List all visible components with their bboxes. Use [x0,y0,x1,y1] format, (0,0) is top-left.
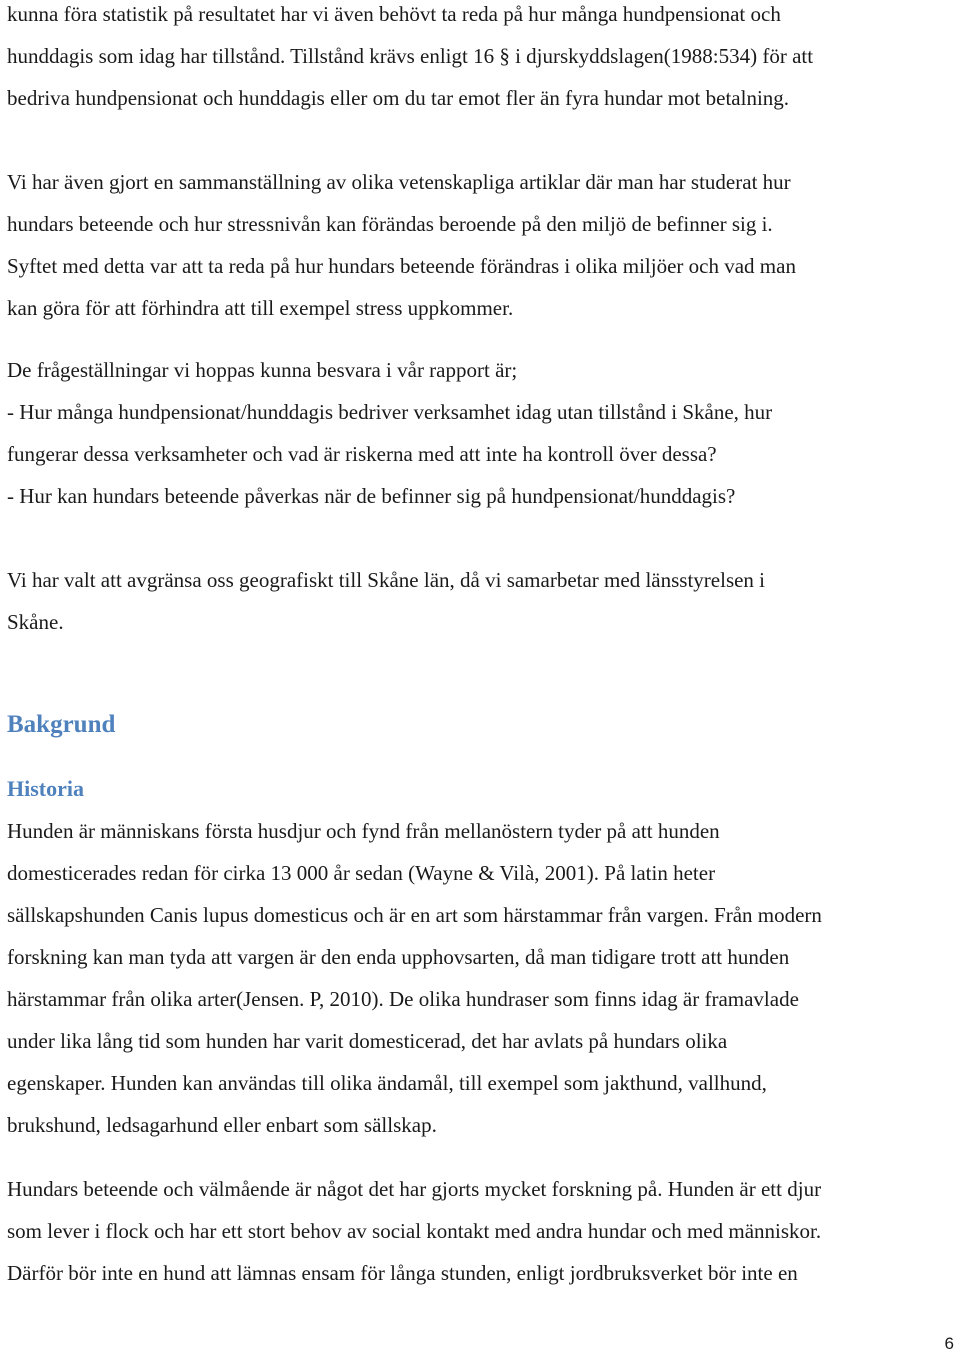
text-line: under lika lång tid som hunden har varit domesticerad, det har avlats på hundars olika [7,1029,728,1053]
text-line: - Hur många hundpensionat/hunddagis bedriver verksamhet idag utan tillstånd i Skåne, hur [7,400,773,424]
text-line: forskning kan man tyda att vargen är den enda upphovsarten, då man tidigare trott att hunden [7,945,790,969]
text-line: hunddagis som idag har tillstånd. Tillstånd krävs enligt 16 § i djurskyddslagen(1988:534) för att [7,44,814,68]
text-line: Syftet med detta var att ta reda på hur hundars beteende förändras i olika miljöer och vad man [7,254,796,278]
text-line: Därför bör inte en hund att lämnas ensam för långa stunden, enligt jordbruksverket bör inte en [7,1261,798,1285]
text-line: Vi har valt att avgränsa oss geografiskt till Skåne län, då vi samarbetar med länsstyrelsen i [7,568,766,592]
text-line: De frågeställningar vi hoppas kunna besvara i vår rapport är; [7,358,518,382]
text-line: bedriva hundpensionat och hunddagis eller om du tar emot fler än fyra hundar mot betalning. [7,86,790,110]
text-line: som lever i flock och har ett stort behov av social kontakt med andra hundar och med människor. [7,1219,822,1243]
text-line: - Hur kan hundars beteende påverkas när de befinner sig på hundpensionat/hunddagis? [7,484,736,508]
text-line: sällskapshunden Canis lupus domesticus och är en art som härstammar från vargen. Från modern [7,903,822,927]
text-line: hundars beteende och hur stressnivån kan förändas beroende på den miljö de befinner sig i. [7,212,773,236]
text-line: egenskaper. Hunden kan användas till olika ändamål, till exempel som jakthund, vallhund, [7,1071,767,1095]
text-line: kunna föra statistik på resultatet har vi även behövt ta reda på hur många hundpensionat och [7,2,781,26]
page-number: 6 [944,1334,954,1353]
text-line: brukshund, ledsagarhund eller enbart som sällskap. [7,1113,437,1137]
text-line: härstammar från olika arter(Jensen. P, 2010). De olika hundraser som finns idag är framavlade [7,987,799,1011]
subsection-heading: Historia [7,776,84,801]
text-line: Hundars beteende och välmående är något det har gjorts mycket forskning på. Hunden är ett djur [7,1177,822,1201]
text-line: fungerar dessa verksamheter och vad är riskerna med att inte ha kontroll över dessa? [7,442,717,466]
text-line: kan göra för att förhindra att till exempel stress uppkommer. [7,296,514,320]
text-line: domesticerades redan för cirka 13 000 år sedan (Wayne & Vilà, 2001). På latin heter [7,861,716,885]
section-heading: Bakgrund [7,711,116,738]
text-line: Vi har även gjort en sammanställning av olika vetenskapliga artiklar där man har studerat hur [7,170,791,194]
text-line: Hunden är människans första husdjur och fynd från mellanöstern tyder på att hunden [7,819,720,843]
text-line: Skåne. [7,610,64,634]
